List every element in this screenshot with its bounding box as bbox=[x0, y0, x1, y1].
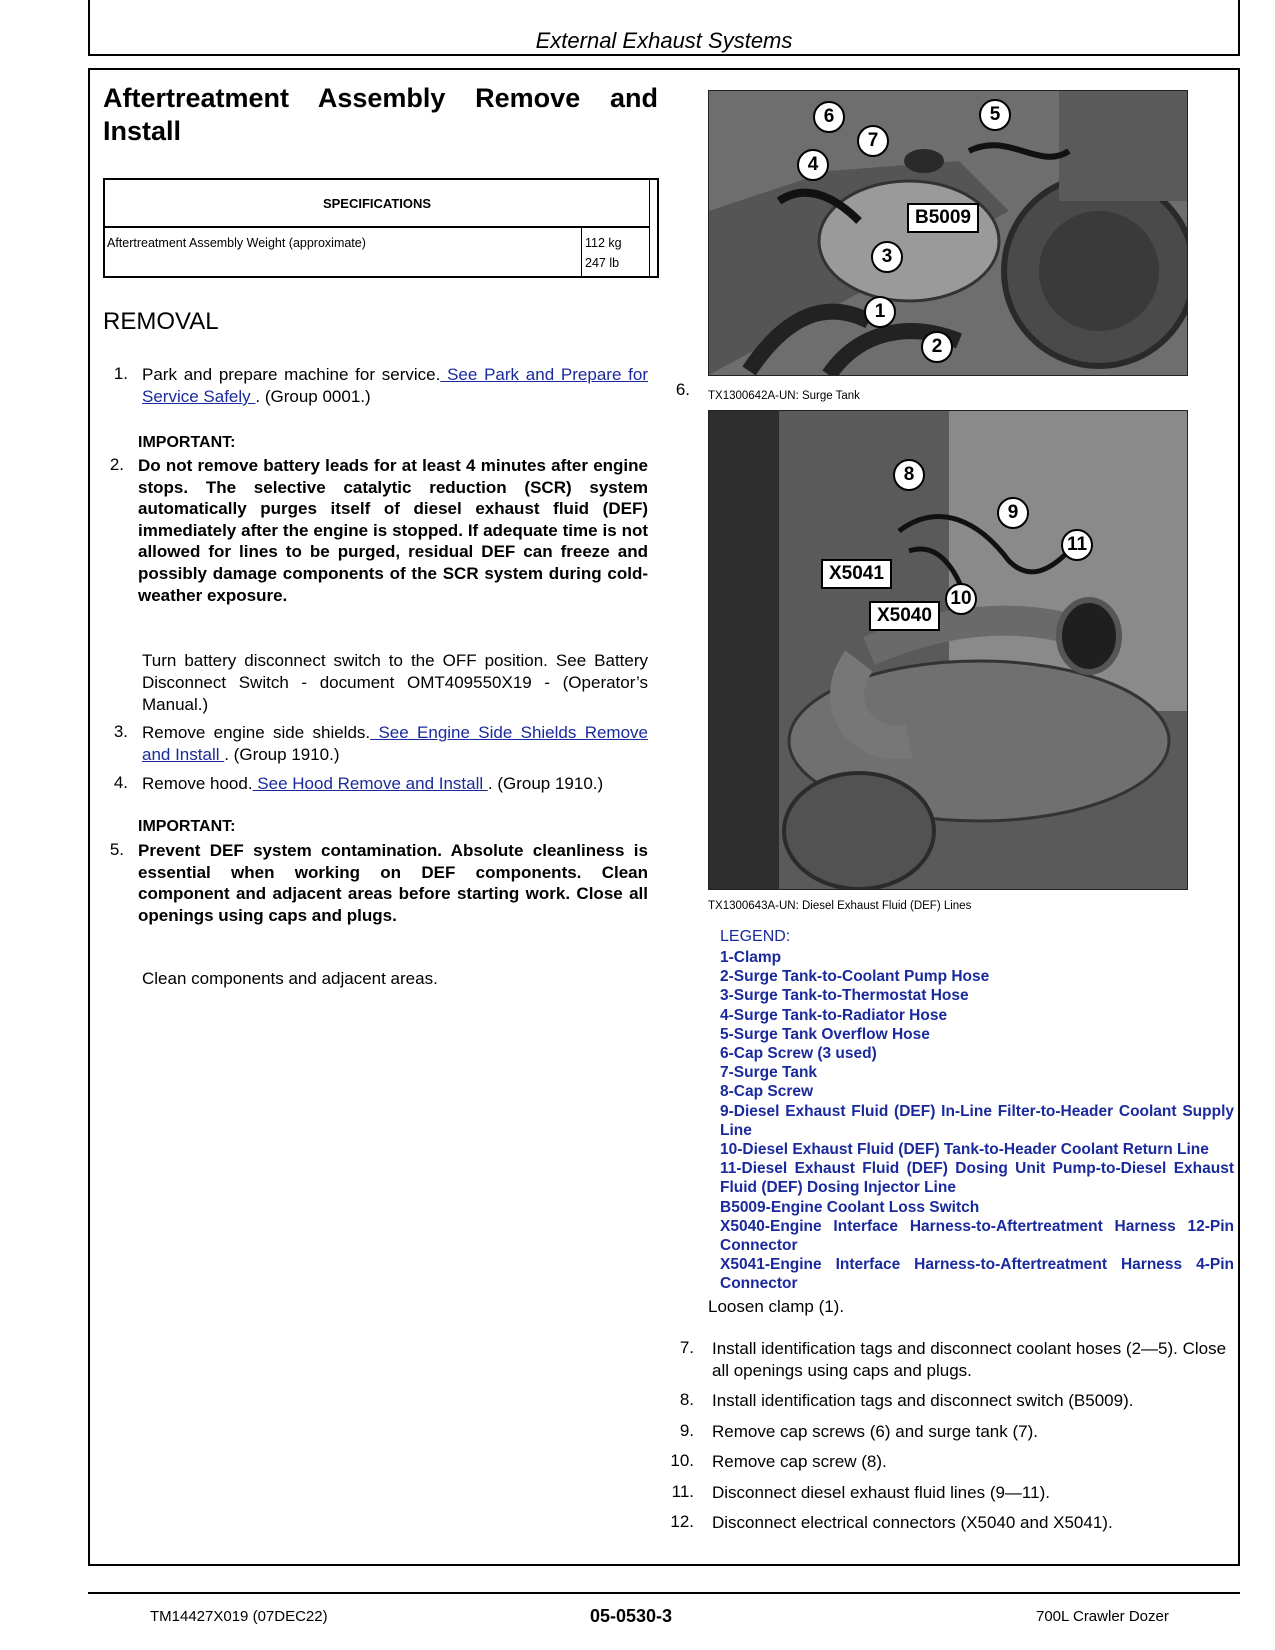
callout-11: 11 bbox=[1061, 529, 1093, 561]
step-number: 5. bbox=[109, 840, 124, 859]
callout-3: 3 bbox=[871, 241, 903, 273]
step-number: 12. bbox=[670, 1512, 694, 1531]
page-title-line2: Install bbox=[103, 116, 182, 146]
callout-2: 2 bbox=[921, 331, 953, 363]
step-3-tail: . (Group 1910.) bbox=[224, 745, 340, 764]
step-2-text: Do not remove battery leads for at least 4 minutes after engine stops. The selective catalytic reduction (SCR) system automatically purges itself of diesel exhaust fluid (DEF) immediately after the engine is stopped. If adequate time is not allowed for lines to be purged, residual DEF can freeze and possibly damage components of the SCR system during cold-weather exposure. bbox=[138, 456, 648, 605]
figure-2-caption: TX1300643A-UN: Diesel Exhaust Fluid (DEF) Lines bbox=[708, 900, 972, 912]
step-10-text: Remove cap screw (8). bbox=[712, 1452, 887, 1471]
step-1-body: Park and prepare machine for service. bbox=[142, 365, 441, 384]
legend-item: B5009-Engine Coolant Loss Switch bbox=[720, 1198, 980, 1216]
step-number: 9. bbox=[679, 1421, 694, 1440]
legend-item: 8-Cap Screw bbox=[720, 1083, 814, 1101]
engine-side-shields-link[interactable]: See Engine Side Shields Remove and Install bbox=[142, 723, 648, 764]
heading-block bbox=[103, 82, 658, 148]
step-5-subtext: Clean components and adjacent areas. bbox=[142, 969, 438, 988]
callout-7: 7 bbox=[857, 125, 889, 157]
callout-1: 1 bbox=[864, 296, 896, 328]
x5040-tag: X5040 bbox=[869, 601, 940, 631]
legend-item: 6-Cap Screw (3 used) bbox=[720, 1045, 877, 1063]
step-number: 11. bbox=[671, 1482, 694, 1501]
legend-title: LEGEND: bbox=[720, 928, 791, 945]
step-number: 6. bbox=[675, 380, 690, 399]
step-number: 3. bbox=[113, 722, 128, 741]
step-7-text: Install identification tags and disconnect coolant hoses (2—5). Close all openings using caps and plugs. bbox=[712, 1339, 1227, 1380]
table-divider bbox=[581, 228, 582, 276]
step-number: 10. bbox=[670, 1451, 694, 1470]
legend-item: 2-Surge Tank-to-Coolant Pump Hose bbox=[720, 968, 990, 986]
callout-10: 10 bbox=[945, 583, 977, 615]
step-3-text bbox=[142, 722, 648, 766]
step-number: 4. bbox=[113, 773, 128, 792]
step-6-text: Loosen clamp (1). bbox=[708, 1297, 845, 1316]
page-title-line1: Aftertreatment Assembly Remove and bbox=[103, 83, 658, 113]
legend-item: 1-Clamp bbox=[720, 949, 782, 966]
hood-remove-link[interactable]: See Hood Remove and Install bbox=[252, 774, 488, 793]
spec-name: Aftertreatment Assembly Weight (approximate) bbox=[107, 236, 366, 250]
b5009-tag: B5009 bbox=[907, 203, 979, 233]
def-lines-figure bbox=[708, 410, 1188, 890]
callout-4: 4 bbox=[797, 149, 829, 181]
def-lines-illustration bbox=[709, 411, 1187, 889]
step-number: 2. bbox=[109, 455, 124, 474]
removal-heading: REMOVAL bbox=[103, 308, 219, 335]
footer-page-number: 05-0530-3 bbox=[590, 1606, 673, 1626]
important-label: IMPORTANT: bbox=[138, 818, 236, 835]
spec-value-metric: 112 kg bbox=[585, 236, 622, 250]
legend-item: 7-Surge Tank bbox=[720, 1064, 818, 1082]
step-1-text bbox=[142, 364, 648, 408]
legend-item: 3-Surge Tank-to-Thermostat Hose bbox=[720, 987, 969, 1005]
footer-divider bbox=[88, 1592, 1240, 1594]
legend-list bbox=[720, 948, 1234, 1294]
step-4-tail: . (Group 1910.) bbox=[487, 774, 604, 793]
step-4-text bbox=[142, 773, 662, 795]
callout-8: 8 bbox=[893, 459, 925, 491]
callout-9: 9 bbox=[997, 497, 1029, 529]
callout-6: 6 bbox=[813, 101, 845, 133]
specifications-header: SPECIFICATIONS bbox=[105, 180, 649, 228]
page-title bbox=[103, 82, 658, 148]
step-number: 7. bbox=[679, 1338, 694, 1357]
step-5-text: Prevent DEF system contamination. Absolute cleanliness is essential when working on DEF components. Clean component and adjacent areas before starting work. Close all openings using caps and plugs. bbox=[138, 841, 648, 925]
spec-value-imperial: 247 lb bbox=[585, 256, 620, 270]
legend-item: X5040-Engine Interface Harness-to-Aftertreatment Harness 12-Pin Connector bbox=[720, 1217, 1234, 1255]
important-label: IMPORTANT: bbox=[138, 434, 236, 451]
step-1-tail: . (Group 0001.) bbox=[255, 387, 371, 406]
table-divider bbox=[649, 180, 650, 276]
step-9-text: Remove cap screws (6) and surge tank (7). bbox=[712, 1422, 1038, 1441]
footer-machine-name: 700L Crawler Dozer bbox=[1036, 1608, 1169, 1625]
legend-item: 9-Diesel Exhaust Fluid (DEF) In-Line Filter-to-Header Coolant Supply Line bbox=[720, 1102, 1234, 1139]
section-title: External Exhaust Systems bbox=[535, 28, 793, 53]
step-8-text: Install identification tags and disconnect switch (B5009). bbox=[712, 1391, 1134, 1410]
surge-tank-figure bbox=[708, 90, 1188, 376]
step-number: 8. bbox=[679, 1390, 694, 1409]
legend-item: 11-Diesel Exhaust Fluid (DEF) Dosing Unit Pump-to-Diesel Exhaust Fluid (DEF) Dosing Injector Line bbox=[720, 1160, 1234, 1197]
footer-document-id: TM14427X019 (07DEC22) bbox=[150, 1608, 328, 1625]
step-11-text: Disconnect diesel exhaust fluid lines (9—11). bbox=[712, 1483, 1050, 1502]
legend-item: 5-Surge Tank Overflow Hose bbox=[720, 1025, 930, 1043]
surge-tank-illustration bbox=[709, 91, 1187, 375]
legend-item: 4-Surge Tank-to-Radiator Hose bbox=[720, 1006, 948, 1024]
legend-item: 10-Diesel Exhaust Fluid (DEF) Tank-to-Header Coolant Return Line bbox=[720, 1141, 1209, 1159]
figure-1-caption: TX1300642A-UN: Surge Tank bbox=[708, 390, 860, 402]
specifications-table bbox=[103, 178, 659, 278]
step-12-text: Disconnect electrical connectors (X5040 and X5041). bbox=[712, 1513, 1113, 1532]
step-number: 1. bbox=[113, 364, 128, 383]
step-2-subtext: Turn battery disconnect switch to the OFF position. See Battery Disconnect Switch - document OMT409550X19 - (Operator’s Manual.) bbox=[142, 651, 648, 714]
step-4-body: Remove hood. bbox=[142, 774, 253, 793]
park-prepare-link[interactable]: See Park and Prepare for Service Safely bbox=[142, 365, 648, 406]
step-3-body: Remove engine side shields. bbox=[142, 723, 371, 742]
x5041-tag: X5041 bbox=[821, 559, 892, 589]
legend-item: X5041-Engine Interface Harness-to-Aftertreatment Harness 4-Pin Connector bbox=[720, 1256, 1234, 1293]
callout-5: 5 bbox=[979, 99, 1011, 131]
